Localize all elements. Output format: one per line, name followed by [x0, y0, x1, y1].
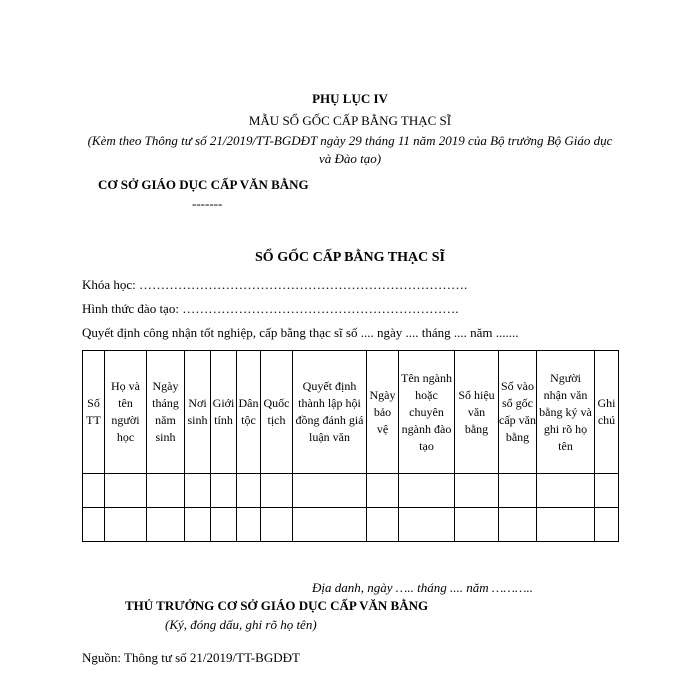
table-cell: [147, 474, 185, 508]
header-cell: Quyết định thành lập hội đồng đánh giá luận văn: [293, 351, 367, 474]
form-subtitle: (Kèm theo Thông tư số 21/2019/TT-BGDĐT ngày 29 tháng 11 năm 2019 của Bộ trưởng Bộ Giáo dục và Đào tạo): [87, 133, 613, 166]
decision-field: Quyết định công nhận tốt nghiệp, cấp bằng thạc sĩ số .... ngày .... tháng .... năm .......: [82, 325, 519, 340]
form-title: MẪU SỔ GỐC CẤP BẰNG THẠC SĨ: [248, 113, 452, 128]
signature-note: (Ký, đóng dấu, ghi rõ họ tên): [165, 617, 317, 632]
header-cell: Số vào sổ gốc cấp văn bằng: [499, 351, 537, 474]
header-cell: Ghi chú: [595, 351, 619, 474]
table-cell: [399, 474, 455, 508]
table-cell: [399, 508, 455, 542]
header-cell: Số hiệu văn bằng: [455, 351, 499, 474]
table-cell: [595, 508, 619, 542]
header-cell: Ngày bảo vệ: [367, 351, 399, 474]
table-cell: [105, 474, 147, 508]
table-cell: [211, 474, 237, 508]
header-cell: Quốc tịch: [261, 351, 293, 474]
header-cell: Tên ngành hoặc chuyên ngành đào tạo: [399, 351, 455, 474]
book-title: SỔ GỐC CẤP BẰNG THẠC SĨ: [255, 250, 445, 265]
header-cell: Nơi sinh: [185, 351, 211, 474]
table-cell: [293, 508, 367, 542]
signature-date-line: Địa danh, ngày ….. tháng .... năm ………..: [312, 580, 534, 595]
table-cell: [83, 508, 105, 542]
table-cell: [211, 508, 237, 542]
table-cell: [237, 508, 261, 542]
training-form-field: Hình thức đào tạo: ……………………………………………………….: [82, 301, 459, 316]
header-cell: Người nhận văn bằng ký và ghi rõ họ tên: [537, 351, 595, 474]
table-cell: [367, 508, 399, 542]
table-cell: [537, 508, 595, 542]
table-row: [83, 474, 619, 508]
table-cell: [105, 508, 147, 542]
header-cell: Dân tộc: [237, 351, 261, 474]
header-cell: Giới tính: [211, 351, 237, 474]
table-cell: [595, 474, 619, 508]
table-cell: [499, 508, 537, 542]
table-cell: [367, 474, 399, 508]
table-cell: [455, 474, 499, 508]
header-cell: Họ và tên người học: [105, 351, 147, 474]
header-cell: Số TT: [83, 351, 105, 474]
signature-title: THỦ TRƯỞNG CƠ SỞ GIÁO DỤC CẤP VĂN BẰNG: [125, 598, 429, 613]
header-cell: Ngày tháng năm sinh: [147, 351, 185, 474]
record-table: [82, 350, 619, 542]
table-cell: [455, 508, 499, 542]
table-cell: [185, 474, 211, 508]
table-cell: [499, 474, 537, 508]
table-cell: [237, 474, 261, 508]
appendix-label: PHỤ LỤC IV: [312, 91, 388, 106]
table-cell: [261, 474, 293, 508]
table-cell: [293, 474, 367, 508]
table-cell: [83, 474, 105, 508]
source-note: Nguồn: Thông tư số 21/2019/TT-BGDĐT: [82, 650, 300, 665]
table-cell: [185, 508, 211, 542]
table-row: [83, 508, 619, 542]
table-cell: [537, 474, 595, 508]
table-cell: [147, 508, 185, 542]
table-cell: [261, 508, 293, 542]
institution-name: CƠ SỞ GIÁO DỤC CẤP VĂN BẰNG: [98, 177, 309, 192]
course-field: Khóa học: ………………………………………………………………….: [82, 277, 468, 292]
table-header-row: [83, 351, 619, 474]
separator-dashes: -------: [192, 196, 223, 211]
